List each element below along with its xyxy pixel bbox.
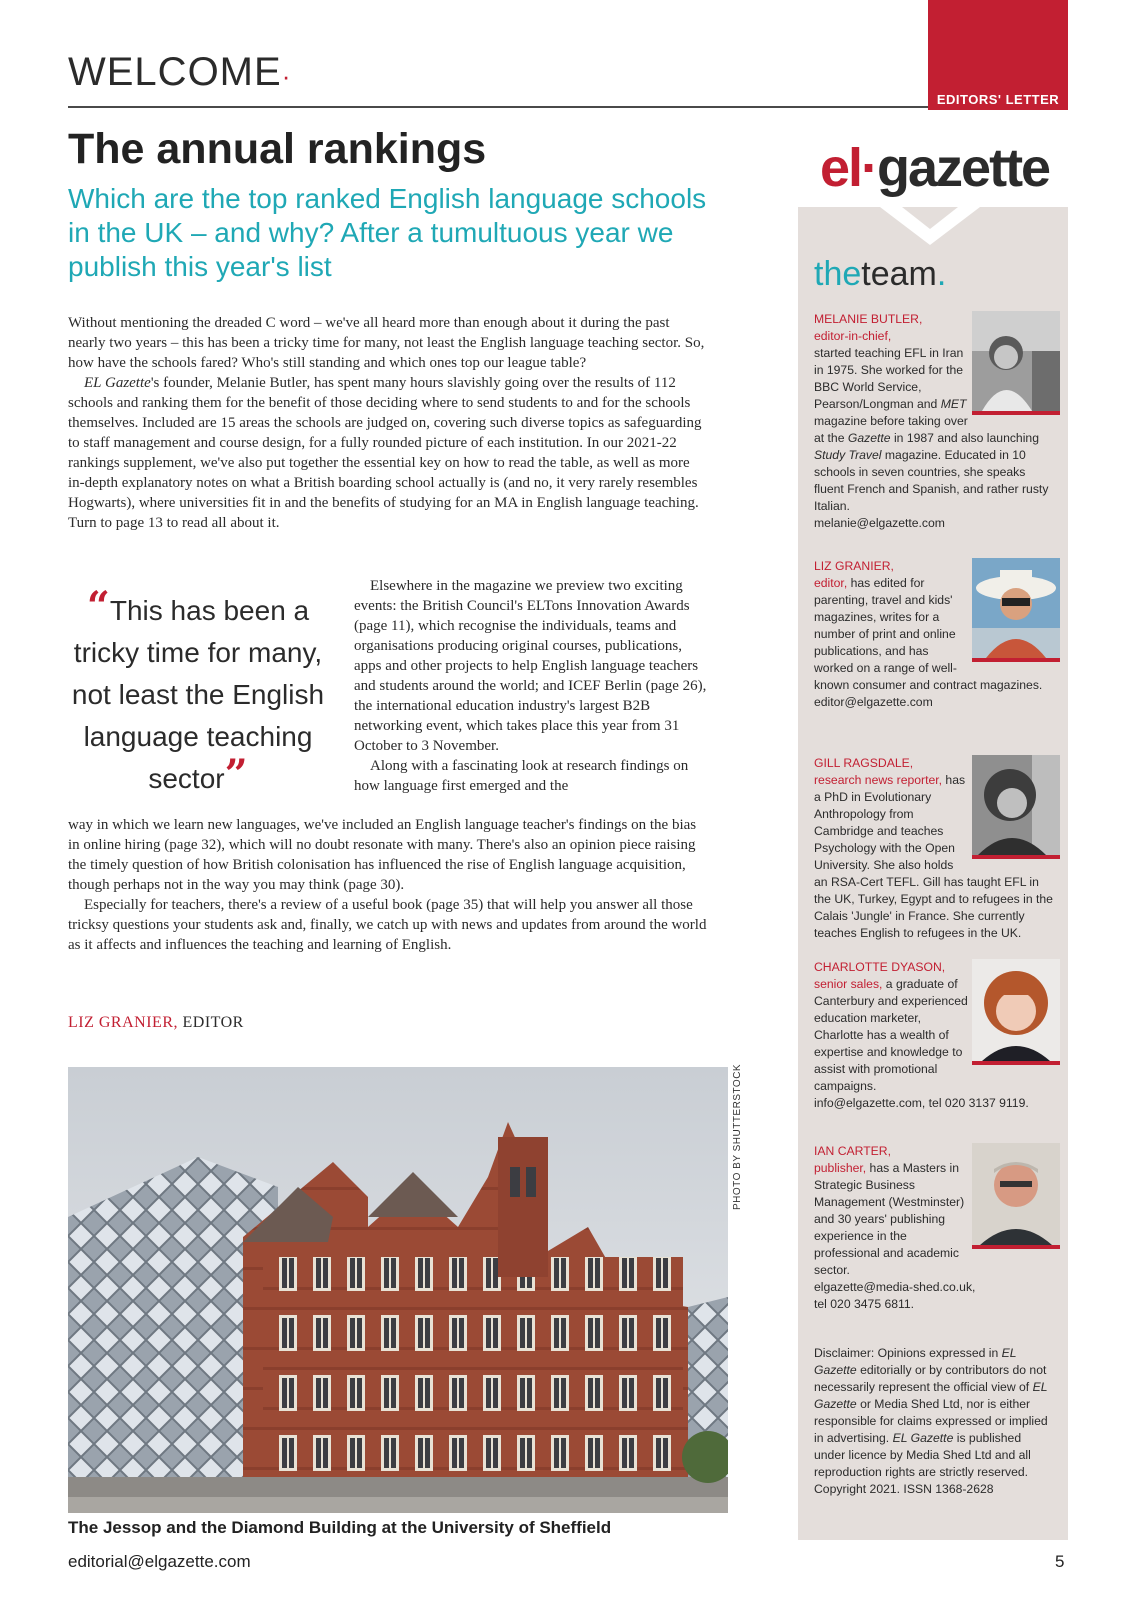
team-member-ian-carter: IAN CARTER, publisher, has a Masters in Strategic Business Management (Westminster) and 30 years' publishing experience in the professional and academic sector. elgazette@media-shed.co.uk, tel 020 3475 6811.	[814, 1143, 1054, 1313]
member-email[interactable]: melanie@elgazette.com	[814, 516, 945, 530]
pull-quote: “This has been a tricky time for many, not least the English language teaching sector”	[71, 583, 325, 798]
header-divider	[68, 106, 936, 108]
disclaimer: Disclaimer: Opinions expressed in EL Gazette editorially or by contributors do not necessarily represent the official view of EL Gazette or Media Shed Ltd, nor is either responsible for claims expressed or implied in advertising. EL Gazette is published under licence by Media Shed Ltd and all reproduction rights are strictly reserved. Copyright 2021. ISSN 1368-2628	[814, 1346, 1048, 1496]
standfirst: Which are the top ranked English language schools in the UK – and why? After a tumultuous year we publish this year's list	[68, 183, 707, 282]
avatar	[972, 311, 1060, 415]
body-text-top	[68, 313, 710, 533]
section-dot: ·	[281, 61, 292, 91]
member-email[interactable]: editor@elgazette.com	[814, 695, 933, 709]
paragraph: EL Gazette's founder, Melanie Butler, has spent many hours slavishly going over the results of 112 schools and ranking them for the benefit of those deciding where to send students to and for the schools themselves. Included are 15 areas the schools are judged on, covering such diverse topics as safeguarding to staff management and course design, for a fully rounded picture of each institution. In our 2021-22 rankings supplement, we've also put together the essential key on how to read the table, as well as more in-depth explanatory notes on what a British boarding school actually is (and no, it very rarely resembles Hogwarts), where universities fit in and the benefits of studying for an MA in English language teaching. Turn to page 13 to read all about it.	[68, 375, 702, 531]
section-tab-label: EDITORS' LETTER	[936, 92, 1060, 107]
building-photo	[68, 1067, 728, 1513]
avatar	[972, 1143, 1060, 1249]
avatar	[972, 755, 1060, 859]
photo-credit: PHOTO BY SHUTTERSTOCK	[732, 1063, 743, 1210]
paragraph: Without mentioning the dreaded C word – we've all heard more than enough about it during the past nearly two years – this has been a tricky time for many, not least the English language teaching sector. So, how have the schools fared? Who's still standing and which ones top our league table?	[68, 315, 705, 371]
section-tab	[928, 0, 1068, 110]
paragraph: Along with a fascinating look at research findings on how language first emerged and the	[354, 758, 689, 794]
open-quote-icon: “	[86, 583, 110, 630]
paragraph: Elsewhere in the magazine we preview two exciting events: the British Council's ELTons Innovation Awards (page 11), which recognise the individuals, teams and organisations producing original courses, publications, apps and other projects to help English language teachers and students around the world; and ICEF Berlin (page 26), the international education industry's largest B2B networking event, which takes place this year from 31 October to 3 November.	[354, 578, 707, 754]
paragraph: way in which we learn new languages, we've included an English language teacher's findings on the bias in online hiring (page 32), which will no doubt resonate with many. There's also an opinion piece raising the timely question of how British colonisation has influenced the rise of English language acquisition, though perhaps not in the way you may think (page 30).	[68, 817, 697, 893]
footer-email[interactable]: editorial@elgazette.com	[68, 1552, 251, 1571]
body-text-middle	[354, 576, 710, 796]
byline: LIZ GRANIER, EDITOR	[68, 1014, 244, 1031]
member-email[interactable]: info@elgazette.com, tel 020 3137 9119.	[814, 1096, 1029, 1110]
chevron-down-icon	[880, 207, 980, 245]
avatar	[972, 558, 1060, 662]
the-team-heading: theteam.	[814, 255, 947, 293]
team-member-melanie-butler: MELANIE BUTLER, editor-in-chief, started teaching EFL in Iran in 1975. She worked for the BBC World Service, Pearson/Longman and MET magazine before taking over at the Gazette in 1987 and also launching Study Travel magazine. Educated in 10 schools in seven countries, she speaks fluent French and Spanish, and rather rusty Italian. melanie@elgazette.com	[814, 311, 1054, 532]
headline: The annual rankings	[68, 125, 487, 173]
photo-caption: The Jessop and the Diamond Building at the University of Sheffield	[68, 1518, 612, 1537]
member-email[interactable]: elgazette@media-shed.co.uk,	[814, 1280, 976, 1294]
team-member-liz-granier: LIZ GRANIER, editor, has edited for parenting, travel and kids' magazines, writes for a number of print and online publications, and has worked on a range of well-known consumer and contract magazines. editor@elgazette.com	[814, 558, 1054, 711]
paragraph: Especially for teachers, there's a review of a useful book (page 35) that will help you answer all those tricksy questions your students ask and, finally, we catch up with news and updates from around the world as it affects and influences the teaching and learning of English.	[68, 897, 707, 953]
team-member-charlotte-dyason: CHARLOTTE DYASON, senior sales, a graduate of Canterbury and experienced education marketer, Charlotte has a wealth of expertise and knowledge to assist with promotional campaigns. info@elgazette.com, tel 020 3137 9119.	[814, 959, 1054, 1112]
section-title: WELCOME·	[68, 50, 292, 94]
body-text-bottom	[68, 815, 710, 955]
page-number: 5	[1055, 1552, 1065, 1571]
avatar	[972, 959, 1060, 1065]
el-gazette-logo: el·gazette	[820, 138, 1050, 198]
member-phone: tel 020 3475 6811.	[814, 1297, 915, 1311]
team-member-gill-ragsdale: GILL RAGSDALE, research news reporter, has a PhD in Evolutionary Anthropology from Cambridge and teaches Psychology with the Open University. She also holds an RSA-Cert TEFL. Gill has taught EFL in the UK, Turkey, Egypt and to refugees in the Calais 'Jungle' in France. She currently teaches English to refugees in the UK.	[814, 755, 1054, 942]
close-quote-icon: ”	[224, 751, 248, 798]
